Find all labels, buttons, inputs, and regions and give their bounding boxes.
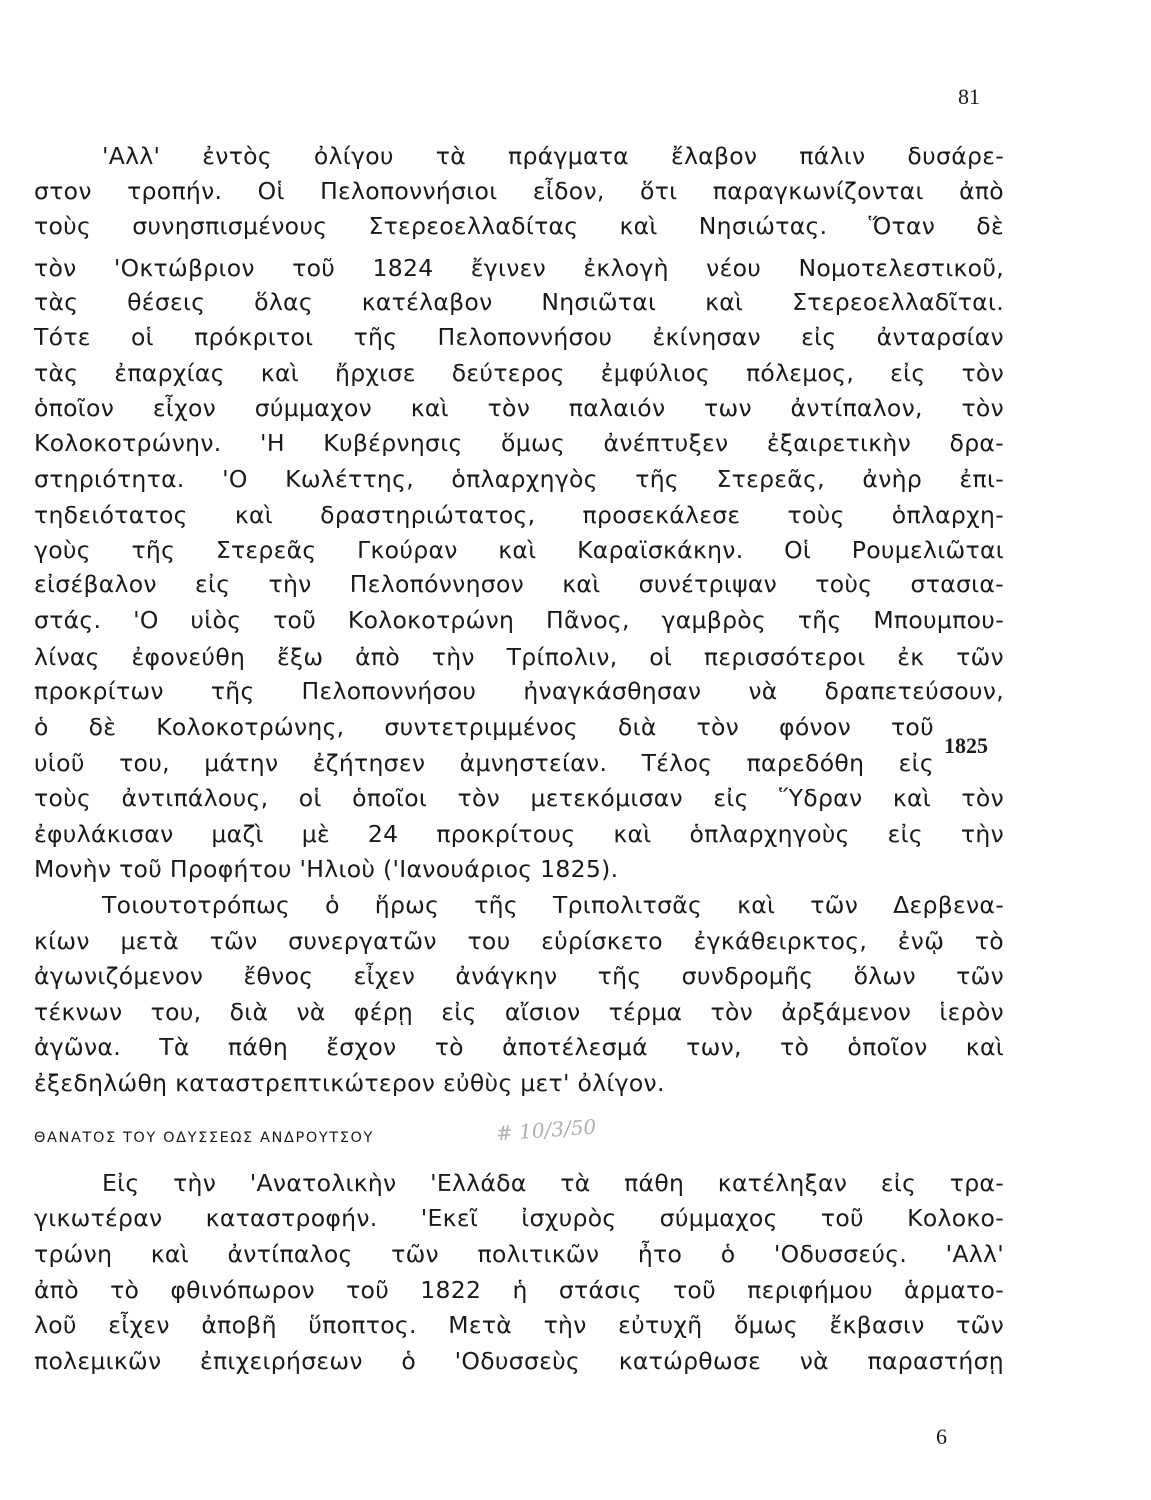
text-line: ἐφυλάκισαν μαζὶ μὲ 24 προκρίτους καὶ ὁπλαρχηγοὺς εἰς τὴν — [34, 820, 1004, 848]
text-line: λοῦ εἶχεν ἀποβῆ ὕποπτος. Μετὰ τὴν εὐτυχῆ ὅμως ἔκβασιν τῶν — [34, 1311, 1004, 1339]
text-line: ὁ δὲ Κολοκοτρώνης, συντετριμμένος διὰ τὸν φόνον τοῦ — [34, 713, 934, 741]
text-line: στηριότητα. 'Ο Κωλέττης, ὁπλαρχηγὸς τῆς Στερεᾶς, ἀνὴρ ἐπι- — [34, 465, 1004, 493]
text-line: τέκνων του, διὰ νὰ φέρῃ εἰς αἴσιον τέρμα τὸν ἀρξάμενον ἱερὸν — [34, 998, 1004, 1026]
text-line: ἀγῶνα. Τὰ πάθη ἔσχον τὸ ἀποτέλεσμά των, τὸ ὁποῖον καὶ — [34, 1033, 1004, 1061]
text-line: τρώνη καὶ ἀντίπαλος τῶν πολιτικῶν ἦτο ὁ 'Οδυσσεύς. 'Αλλ' — [34, 1240, 1004, 1268]
text-line: Μονὴν τοῦ Προφήτου 'Ηλιοὺ ('Ιανουάριος 1825). — [34, 855, 619, 883]
text-line: γοὺς τῆς Στερεᾶς Γκούραν καὶ Καραϊσκάκην. Οἱ Ρουμελιῶται — [34, 536, 1004, 564]
text-line: κίων μετὰ τῶν συνεργατῶν του εὑρίσκετο ἐγκάθειρκτος, ἐνῷ τὸ — [34, 927, 1004, 955]
text-line: προκρίτων τῆς Πελοποννήσου ἠναγκάσθησαν νὰ δραπετεύσουν, — [34, 677, 1004, 705]
signature-mark: 6 — [936, 1424, 947, 1449]
text-line: στον τροπήν. Οἱ Πελοποννήσιοι εἶδον, ὅτι παραγκωνίζονται ἀπὸ — [34, 177, 1004, 205]
text-line: τὰς θέσεις ὅλας κατέλαβον Νησιῶται καὶ Στερεοελλαδῖται. — [34, 288, 1004, 316]
text-line: τοὺς συνησπισμένους Στερεοελλαδίτας καὶ Νησιώτας. Ὅταν δὲ — [34, 212, 1004, 240]
text-line: Τοιουτοτρόπως ὁ ἥρως τῆς Τριπολιτσᾶς καὶ τῶν Δερβενα- — [102, 891, 1004, 919]
text-line: ἐξεδηλώθη καταστρεπτικώτερον εὐθὺς μετ' ὀλίγον. — [34, 1069, 665, 1097]
text-line: ἀγωνιζόμενον ἔθνος εἶχεν ἀνάγκην τῆς συνδρομῆς ὅλων τῶν — [34, 962, 1004, 990]
text-line: λίνας ἐφονεύθη ἔξω ἀπὸ τὴν Τρίπολιν, οἱ περισσότεροι ἐκ τῶν — [34, 643, 1004, 671]
text-line: γικωτέραν καταστροφήν. 'Εκεῖ ἰσχυρὸς σύμμαχος τοῦ Κολοκο- — [34, 1204, 1004, 1232]
text-line: τηδειότατος καὶ δραστηριώτατος, προσεκάλεσε τοὺς ὁπλαρχη- — [34, 501, 1004, 529]
text-line: τὸν 'Οκτώβριον τοῦ 1824 ἔγινεν ἐκλογὴ νέου Νομοτελεστικοῦ, — [34, 254, 1004, 282]
text-line: Εἰς τὴν 'Ανατολικὴν 'Ελλάδα τὰ πάθη κατέληξαν εἰς τρα- — [102, 1169, 1004, 1197]
text-line: ἀπὸ τὸ φθινόπωρον τοῦ 1822 ἡ στάσις τοῦ περιφήμου ἁρματο- — [34, 1276, 1004, 1304]
page-number: 81 — [958, 84, 980, 109]
text-line: Κολοκοτρώνην. 'Η Κυβέρνησις ὅμως ἀνέπτυξεν ἐξαιρετικὴν δρα- — [34, 429, 1004, 457]
text-line: 'Αλλ' ἐντὸς ὀλίγου τὰ πράγματα ἔλαβον πάλιν δυσάρε- — [102, 142, 1004, 170]
section-heading: ΘΑΝΑΤΟΣ ΤΟΥ ΟΔΥΣΣΕΩΣ ΑΝΔΡΟΥΤΣΟΥ — [34, 1130, 374, 1146]
handwritten-annotation: # 10/3/50 — [495, 1114, 597, 1146]
text-line: τὰς ἐπαρχίας καὶ ἤρχισε δεύτερος ἐμφύλιος πόλεμος, εἰς τὸν — [34, 359, 1004, 387]
margin-year: 1825 — [944, 733, 988, 758]
text-line: τοὺς ἀντιπάλους, οἱ ὁποῖοι τὸν μετεκόμισαν εἰς Ὕδραν καὶ τὸν — [34, 784, 1004, 812]
text-line: εἰσέβαλον εἰς τὴν Πελοπόννησον καὶ συνέτριψαν τοὺς στασια- — [34, 570, 1004, 598]
text-line: Τότε οἱ πρόκριτοι τῆς Πελοποννήσου ἐκίνησαν εἰς ἀνταρσίαν — [34, 323, 1004, 351]
text-line: πολεμικῶν ἐπιχειρήσεων ὁ 'Οδυσσεὺς κατώρθωσε νὰ παραστήσῃ — [34, 1347, 1004, 1375]
text-line: ὁποῖον εἶχον σύμμαχον καὶ τὸν παλαιόν των ἀντίπαλον, τὸν — [34, 394, 1004, 422]
text-line: υἱοῦ του, μάτην ἐζήτησεν ἀμνηστείαν. Τέλος παρεδόθη εἰς — [34, 749, 934, 777]
text-line: στάς. 'Ο υἱὸς τοῦ Κολοκοτρώνη Πᾶνος, γαμβρὸς τῆς Μπουμπου- — [34, 606, 1004, 634]
